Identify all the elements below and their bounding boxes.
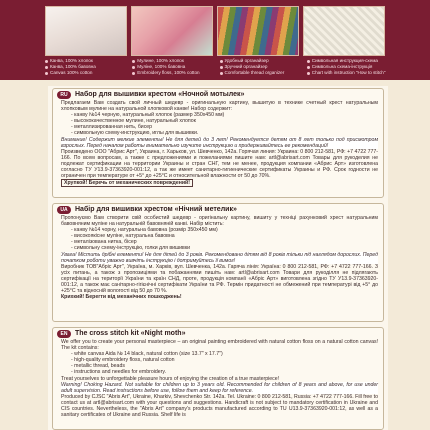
section-header xyxy=(53,89,383,100)
chart-photo xyxy=(303,6,385,56)
kit-item: - високоякісне муліне, натуральна бавовна xyxy=(71,233,175,240)
bullet-icon xyxy=(220,72,223,75)
feature-text: Канва, 100% хлопок xyxy=(50,58,93,63)
feature-text: Символьная инструкция-схема xyxy=(311,58,378,63)
bullet-icon xyxy=(307,60,310,63)
warning-text: Внимание! Содержит мелкие элементы! Не для детей до 3 лет! Рекомендуется детям от 8 лет только под присмотром взрослых. Перед началом работы внимательно изучите инструкцию и придерживайтесь ее рекомендаций! xyxy=(61,136,378,149)
bullet-icon xyxy=(220,66,223,69)
intro-text: We offer you to create your personal masterpiece – an original painting embroidered with natural cotton floss on a natural cotton canvas! The kit contains: xyxy=(61,339,378,352)
section-body xyxy=(53,339,383,418)
section-title: Набір для вишивки хрестом «Нічний метелик» xyxy=(75,206,237,213)
closing-text: Treat yourselves to unforgettable pleasure hours of enjoying the creation of a true masterpiece! xyxy=(61,375,280,382)
feature-text: Canvas 100% cotton xyxy=(50,70,93,75)
warning-text: Warning! Choking Hazard. Not suitable for children up to 3 years old. Recommended for children of 8 years and above, for use under adult supervision. Read instructions before use, follow them and keep for reference. xyxy=(61,381,378,394)
feature-column-canvas xyxy=(45,58,128,78)
kit-item: - white canvas Aida № 14 black, natural cotton (size 13.7" x 17.7") xyxy=(71,351,223,358)
floss-photo xyxy=(131,6,213,56)
kit-item: - metallic thread, beads xyxy=(71,363,125,370)
fragile-notice: Крихкий! Берегти від механічних пошкоджень! xyxy=(61,294,182,301)
intro-text: Пропонуємо Вам створити свій особистий шедевр - оригінальну картину, вишиту у техніці рахунковий хрест натуральним бавовняним муліне на натуральній бавовняній канві. Набір містить: xyxy=(61,215,378,228)
kit-item: - металлизированная нить, бисер xyxy=(71,124,153,131)
section-ru xyxy=(52,88,384,198)
section-ua xyxy=(52,203,384,322)
feature-text: Символьна схема-інструкція xyxy=(311,64,373,69)
header-banner xyxy=(0,0,430,80)
feature-text: Удобный органайзер xyxy=(224,58,269,63)
manufacturer-text: Произведено ООО "Абрис Арт", Украина, г. Харьков, ул. Шевченко, 142а. Горячая линия: Украина: 0 800 212-581, РФ: +7 4722 777-166. По всем вопросам, а также с предложениями и пожеланиями пишите нам: artl@abrisart.com Товары для рукоделия не подлежат сертификации на территории Украины и стран СНГ, тем не менее, продукция компании «Абрис Арт» изготовлена согласно ТУ У13.9-37363920-001:12, а так же имеет санитарно-гигиенические сертификаты Украины и РФ. Срок годности не ограничен при температуре от +5° до +25°C и относительной влажности от 50 до 70%. xyxy=(61,148,378,180)
kit-item: - символьную схему-инструкцию, иглы для вышивки. xyxy=(71,130,199,137)
product-photos xyxy=(45,6,385,56)
feature-column-organizer xyxy=(220,58,303,78)
kit-item: - канву №14 черную, натуральный хлопок (размер 350x450 мм) xyxy=(71,112,225,119)
kit-item: - instructions and needles for embroidery. xyxy=(71,369,167,376)
feature-text: Муліне, 100% бавовна xyxy=(137,64,186,69)
language-badge: RU xyxy=(57,91,71,99)
canvas-photo xyxy=(45,6,127,56)
bullet-icon xyxy=(45,72,48,75)
feature-text: Chart with instruction "How to stitch" xyxy=(311,70,386,75)
section-body xyxy=(53,215,383,300)
bullet-icon xyxy=(220,60,223,63)
bullet-icon xyxy=(307,72,310,75)
bullet-icon xyxy=(307,66,310,69)
bullet-icon xyxy=(132,66,135,69)
section-title: Набор для вышивки крестом «Ночной мотылек» xyxy=(75,91,245,98)
kit-item: - канву №14 чорну, натуральна бавовна (розмір 350x450 мм) xyxy=(71,227,218,234)
feature-text: Зручний органайзер xyxy=(224,64,268,69)
bullet-icon xyxy=(132,60,135,63)
feature-text: Канва, 100% бавовна xyxy=(50,64,96,69)
bullet-icon xyxy=(45,60,48,63)
language-badge: UA xyxy=(57,206,71,214)
warning-text: Увага! Містить дрібні елементи! Не для дітей до 3 років. Рекомендовано дітям від 8 років тільки під наглядом дорослих. Перед початком роботи уважно вивчіть інструкцію і дотримуйтесь її вимог! xyxy=(61,251,378,264)
kit-item: - high-quality embroidery floss, natural cotton xyxy=(71,357,175,364)
feature-column-chart xyxy=(307,58,390,78)
section-header xyxy=(53,204,383,215)
feature-text: Embroidery floss, 100% cotton xyxy=(137,70,200,75)
kit-item: - высококачественное мулине, натуральный хлопок xyxy=(71,118,196,125)
kit-item: - металізована нитка, бісер xyxy=(71,239,137,246)
section-en xyxy=(52,327,384,430)
feature-column-floss xyxy=(132,58,215,78)
intro-text: Предлагаем Вам создать свой личный шедевр - оригинальную картину, вышитую в технике счетный крест натуральным хлопковым мулине на натуральной хлопковой канве! Набор содержит: xyxy=(61,100,378,113)
feature-text: Comfortable thread organizer xyxy=(224,70,285,75)
bullet-icon xyxy=(132,72,135,75)
fragile-notice: Хрупкой! Беречь от механических повреждений! xyxy=(61,179,193,187)
language-badge: EN xyxy=(57,330,71,338)
bullet-icon xyxy=(45,66,48,69)
section-title: The cross stitch kit «Night moth» xyxy=(75,330,186,337)
organizer-photo xyxy=(217,6,299,56)
manufacturer-text: Виробник ТОВ"Абріс Арт", Україна, м. Харків, вул. Шевченка, 142а. Гаряча лінія: Україна: 0 800 212-581, РФ: +7 4722 777-166. З усіх питань, а також з пропозиціями та побажаннями пишіть нам: artl@abrisart.com Товари для рукоділля не підлягають сертифікації на території України та країн СНД, проте, продукція компанії «Абріс Арт» виготовлена згідно ТУ У13.9-37363920-001:12, а також має санітарно-гігієнічні сертифікати України та РФ. Термін придатності не обмежений при температурі від +5° до +25°C та відносній вологості від 50 до 70 %. xyxy=(61,263,378,295)
feature-list xyxy=(45,58,390,78)
manufacturer-text: Produced by CJSC "Abris Art", Ukraine, Kharkiv, Shevchenko Str. 142a. Tel. Ukraine: 0 800 212-581, Russia: +7 4722 777-166. Fill free to contact us at artl@abrisart.com with your questions and suggestions. Handicraft is not subject to mandatory certification in Ukraine and CIS countries. Nevertheless, the "Abris Art" company's products manufactured according to TU U13.9-37363920-001:12, as well as a sanitary certificates of Ukraine and Russia. Shelf life is xyxy=(61,393,378,419)
section-body xyxy=(53,100,383,187)
feature-text: Мулине, 100% хлопок xyxy=(137,58,184,63)
section-header xyxy=(53,328,383,339)
kit-item: - символьну схему-інструкцію, голки для вишивки xyxy=(71,245,190,252)
